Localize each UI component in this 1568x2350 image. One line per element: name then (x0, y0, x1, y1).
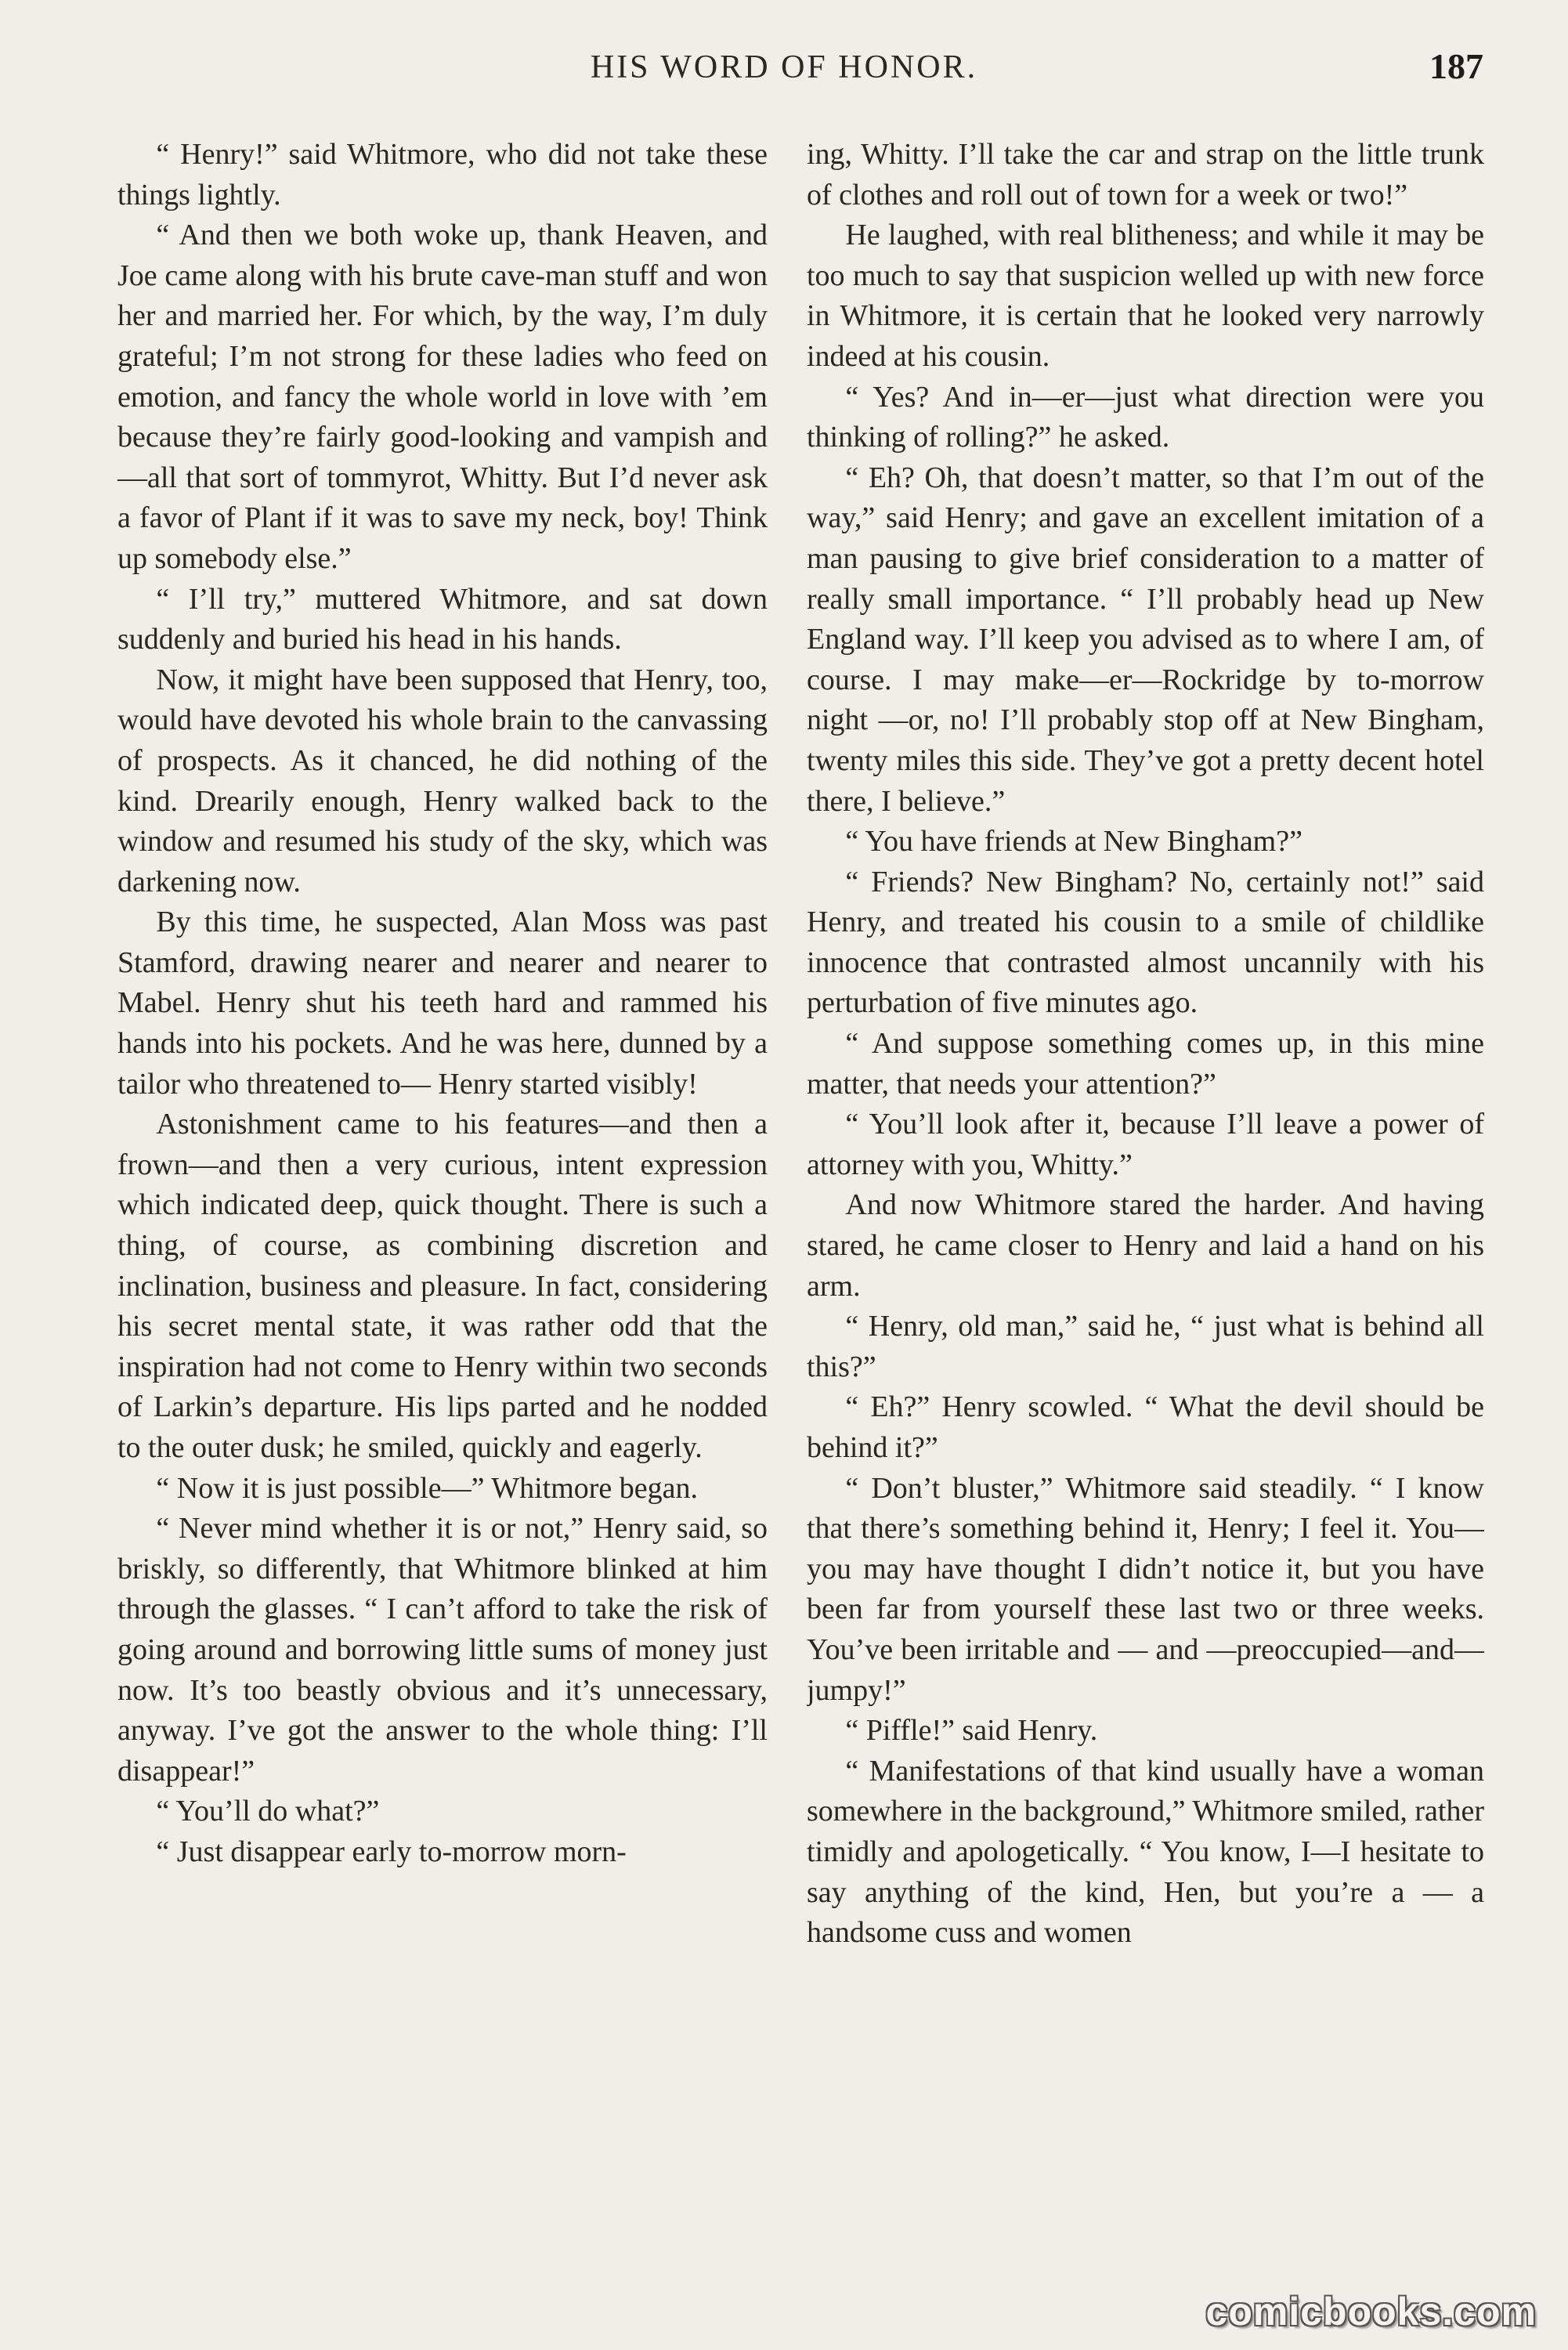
paragraph: ing, Whitty. I’ll take the car and strap on the little trunk of clothes and roll out of town for a week or two!” (807, 138, 1484, 212)
paragraph: “ I’ll try,” muttered Whitmore, and sat down suddenly and buried his head in his hands. (117, 582, 768, 656)
right-column (807, 135, 1484, 2250)
paragraph: Astonishment came to his features—and then a frown—and then a very curious, intent expression which indicated deep, quick thought. There is such a thing, of course, as combining discretion and inclination, business and pleasure. In fact, considering his secret mental state, it was rather odd that the inspiration had not come to Henry within two seconds of Larkin’s departure. His lips parted and he nodded to the outer dusk; he smiled, quickly and eagerly. (117, 1108, 768, 1464)
paragraph: “ Eh? Oh, that doesn’t matter, so that I’m out of the way,” said Henry; and gave an excellent imitation of a man pausing to give brief consideration to a matter of really small importance. “ I’ll probably head up New England way. I’ll keep you advised as to where I am, of course. I may make—er—Rockridge by to-morrow night —or, no! I’ll probably stop off at New Bingham, twenty miles this side. They’ve got a pretty decent hotel there, I believe.” (807, 461, 1484, 818)
watermark-logo: comicbooks.com (1205, 2290, 1537, 2334)
page-number: 187 (1429, 46, 1483, 86)
paragraph: “ Eh?” Henry scowled. “ What the devil should be behind it?” (807, 1390, 1484, 1464)
paragraph: “ You’ll look after it, because I’ll leave a power of attorney with you, Whitty.” (807, 1108, 1484, 1181)
paragraph: And now Whitmore stared the harder. And having stared, he came closer to Henry and laid a hand on his arm. (807, 1188, 1484, 1303)
paragraph: “ Just disappear early to-morrow morn- (156, 1835, 627, 1868)
left-column (117, 135, 768, 2250)
paragraph: “ And then we both woke up, thank Heaven, and Joe came along with his brute cave-man stuff and won her and married her. For which, by the way, I’m duly grateful; I’m not strong for these ladies who feed on emotion, and fancy the whole world in love with ’em because they’re fairly good-looking and vampish and—all that sort of tommyrot, Whitty. But I’d never ask a favor of Plant if it was to save my neck, boy! Think up somebody else.” (117, 219, 768, 575)
paragraph: “ Henry!” said Whitmore, who did not take these things lightly. (117, 138, 768, 212)
paragraph: “ Now it is just possible—” Whitmore began. (156, 1471, 699, 1505)
paragraph: Now, it might have been supposed that Henry, too, would have devoted his whole brain to the canvassing of prospects. As it chanced, he did nothing of the kind. Drearily enough, Henry walked back to the window and resumed his study of the sky, which was darkening now. (117, 663, 768, 898)
page-header (0, 46, 1568, 103)
text-columns (117, 135, 1484, 2250)
paragraph: “ Yes? And in—er—just what direction were you thinking of rolling?” he asked. (807, 380, 1484, 454)
paragraph: “ Henry, old man,” said he, “ just what is behind all this?” (807, 1310, 1484, 1383)
paragraph: “ You have friends at New Bingham?” (845, 825, 1302, 859)
paragraph: “ You’ll do what?” (156, 1795, 380, 1828)
paragraph: “ Never mind whether it is or not,” Henry said, so briskly, so differently, that Whitmore blinked at him through the glasses. “ I can’t afford to take the risk of going around and borrowing little sums of money just now. It’s too beastly obvious and it’s unnecessary, anyway. I’ve got the answer to the whole thing: I’ll disappear!” (117, 1512, 768, 1788)
paragraph: By this time, he suspected, Alan Moss was past Stamford, drawing nearer and nearer and nearer to Mabel. Henry shut his teeth hard and rammed his hands into his pockets. And he was here, dunned by a tailor who threatened to— Henry started visibly! (117, 906, 768, 1101)
paragraph: “ Don’t bluster,” Whitmore said steadily. “ I know that there’s something behind it, Henry; I feel it. You—you may have thought I didn’t notice it, but you have been far from yourself these last two or three weeks. You’ve been irritable and — and —preoccupied—and—jumpy!” (807, 1471, 1484, 1707)
paragraph: He laughed, with real blitheness; and while it may be too much to say that suspicion welled up with new force in Whitmore, it is certain that he looked very narrowly indeed at his cousin. (807, 219, 1484, 373)
running-title: HIS WORD OF HONOR. (590, 49, 978, 85)
paragraph: “ And suppose something comes up, in this mine matter, that needs your attention?” (807, 1027, 1484, 1101)
paragraph: “ Manifestations of that kind usually have a woman somewhere in the background,” Whitmore smiled, rather timidly and apologetically. “ You know, I—I hesitate to say anything of the kind, Hen, but you’re a — a handsome cuss and women (807, 1754, 1484, 1950)
paragraph: “ Piffle!” said Henry. (845, 1714, 1098, 1748)
paragraph: “ Friends? New Bingham? No, certainly not!” said Henry, and treated his cousin to a smile of childlike innocence that contrasted almost uncannily with his perturbation of five minutes ago. (807, 865, 1484, 1020)
